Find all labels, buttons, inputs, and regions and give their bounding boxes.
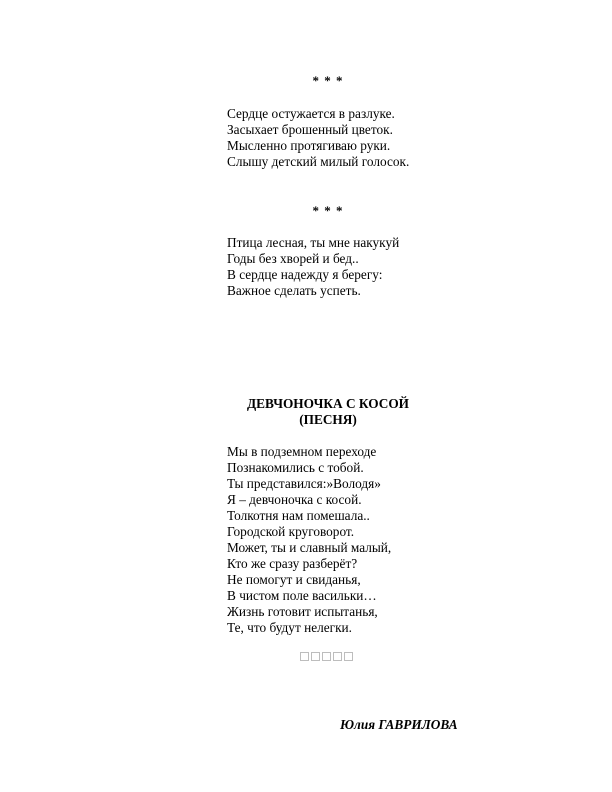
song-line: Жизнь готовит испытанья, bbox=[227, 604, 378, 619]
poem-line: Годы без хворей и бед.. bbox=[227, 251, 359, 266]
song-line: Я – девчоночка с косой. bbox=[227, 492, 362, 507]
stanza-separator: * * * bbox=[312, 73, 344, 88]
poem-line: Важное сделать успеть. bbox=[227, 283, 361, 298]
author-signature: Юлия ГАВРИЛОВА bbox=[340, 717, 458, 732]
poem-line: Слышу детский милый голосок. bbox=[227, 154, 410, 169]
song-subtitle: (ПЕСНЯ) bbox=[299, 412, 357, 427]
square-ornament-icon bbox=[344, 652, 353, 661]
poem-line: Мысленно протягиваю руки. bbox=[227, 138, 391, 153]
song-line: Не помогут и свиданья, bbox=[227, 572, 361, 587]
song-line: Мы в подземном переходе bbox=[227, 444, 377, 459]
ornament-divider bbox=[300, 652, 353, 661]
poem-line: Сердце остужается в разлуке. bbox=[227, 106, 395, 121]
song-line: Кто же сразу разберёт? bbox=[227, 556, 358, 571]
song-title: ДЕВЧОНОЧКА С КОСОЙ bbox=[246, 396, 410, 411]
square-ornament-icon bbox=[311, 652, 320, 661]
song-line: Может, ты и славный малый, bbox=[227, 540, 392, 555]
poem-line: Засыхает брошенный цветок. bbox=[227, 122, 393, 137]
song-line: Ты представился:»Володя» bbox=[227, 476, 381, 491]
stanza-separator: * * * bbox=[312, 203, 344, 218]
song-line: Те, что будут нелегки. bbox=[227, 620, 352, 635]
song-line: Толкотня нам помешала.. bbox=[227, 508, 370, 523]
poem-stanza-1 bbox=[227, 106, 409, 170]
song-lyrics bbox=[227, 444, 391, 636]
square-ornament-icon bbox=[322, 652, 331, 661]
poem-line: В сердце надежду я берегу: bbox=[227, 267, 383, 282]
square-ornament-icon bbox=[333, 652, 342, 661]
square-ornament-icon bbox=[300, 652, 309, 661]
poem-stanza-2 bbox=[227, 235, 399, 299]
song-line: В чистом поле васильки… bbox=[227, 588, 377, 603]
song-line: Городской круговорот. bbox=[227, 524, 355, 539]
poem-line: Птица лесная, ты мне накукуй bbox=[227, 235, 400, 250]
song-line: Познакомились с тобой. bbox=[227, 460, 364, 475]
